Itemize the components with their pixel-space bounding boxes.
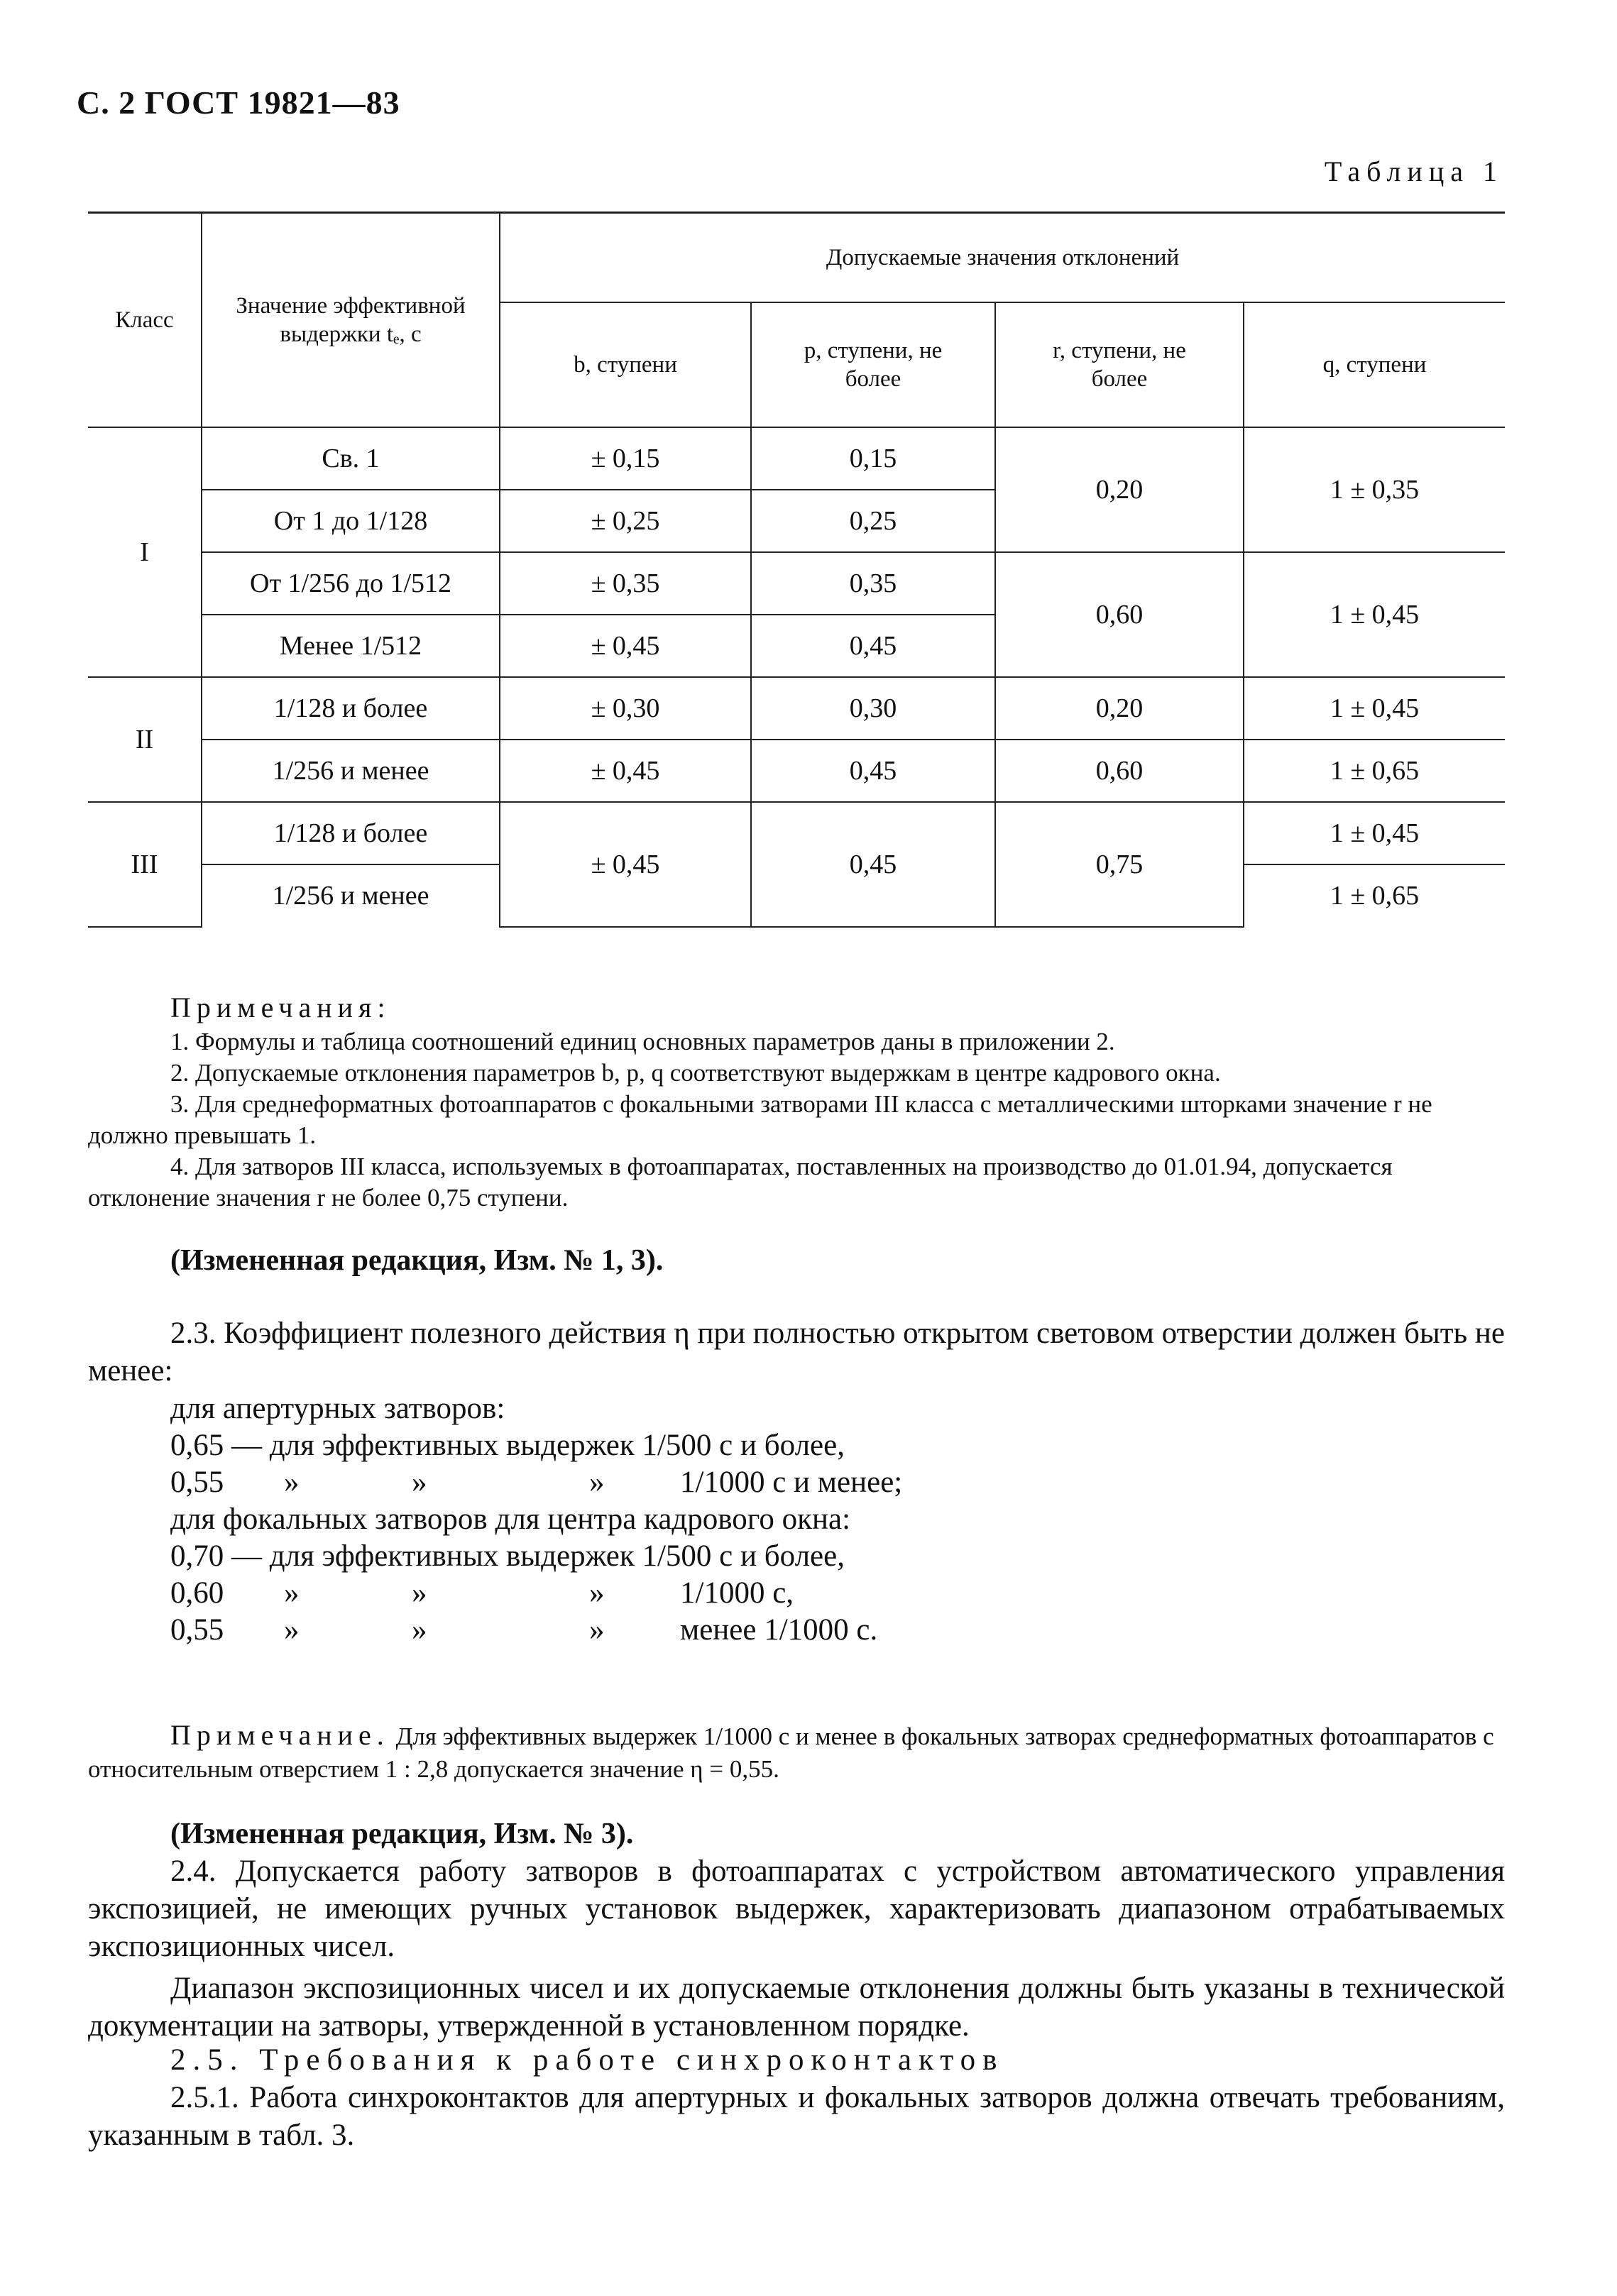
q-cell: 1 ± 0,35 (1244, 427, 1505, 552)
note-2: 2. Допускаемые отклонения параметров b, p, q соответствуют выдержкам в центре кадрового окна. (170, 1059, 1221, 1087)
col-header-b: b, ступени (500, 302, 751, 427)
aperture-row-2-text: 1/1000 с и менее; (680, 1466, 903, 1499)
note-eta-title: Примечание. (170, 1719, 390, 1751)
focal-title: для фокальных затворов для центра кадрового окна: (170, 1503, 851, 1536)
class-cell: II (88, 677, 202, 802)
col-header-q: q, ступени (1244, 302, 1505, 427)
p-cell: 0,45 (751, 802, 995, 927)
col-header-class: Класс (88, 213, 202, 427)
ditto-mark: » (284, 1613, 300, 1647)
r-cell: 0,20 (995, 427, 1244, 552)
table-row (88, 427, 1505, 490)
focal-row-2-text: 1/1000 с, (680, 1576, 794, 1610)
table-row (88, 552, 1505, 615)
col-header-p: p, ступени, не более (751, 302, 995, 427)
class-cell: III (88, 802, 202, 927)
section-2-5-title: 2.5. Требования к работе синхроконтактов (170, 2043, 1004, 2077)
p-cell: 0,45 (751, 615, 995, 677)
aperture-title: для апертурных затворов: (170, 1392, 505, 1425)
range-cell: 1/256 и менее (202, 740, 500, 802)
ditto-mark: » (589, 1613, 605, 1647)
range-cell: 1/128 и более (202, 677, 500, 740)
note-eta (88, 1719, 1505, 1786)
ditto-mark: » (412, 1576, 427, 1610)
b-cell: ± 0,45 (500, 615, 751, 677)
section-2-3-intro: 2.3. Коэффициент полезного действия η при полностью открытом световом отверстии должен быть не менее: (88, 1317, 1505, 1388)
col-header-r: r, ступени, не более (995, 302, 1244, 427)
col-header-group: Допускаемые значения отклонений (500, 213, 1505, 302)
p-cell: 0,45 (751, 740, 995, 802)
aperture-row-1: 0,65 — для эффективных выдержек 1/500 с и более, (170, 1429, 845, 1462)
table-caption: Таблица 1 (1324, 155, 1503, 187)
focal-row-3-text: менее 1/1000 с. (680, 1613, 878, 1647)
p-cell: 0,30 (751, 677, 995, 740)
section-2-4 (88, 1852, 1505, 2045)
section-2-5 (88, 2041, 1505, 2154)
ditto-mark: » (589, 1466, 605, 1499)
section-2-3 (88, 1314, 1505, 1390)
r-cell: 0,60 (995, 740, 1244, 802)
q-cell: 1 ± 0,65 (1244, 740, 1505, 802)
p-cell: 0,15 (751, 427, 995, 490)
section-2-4-p1: 2.4. Допускается работу затворов в фотоаппаратах с устройством автоматического управления экспозицией, не имеющих ручных установок выдержек, характеризовать диапазоном отрабатываемых экспозиционных чисел. (88, 1855, 1505, 1963)
col-header-exposure: Значение эффективной выдержки tₑ, с (202, 213, 500, 427)
table-row (88, 677, 1505, 740)
focal-row-1: 0,70 — для эффективных выдержек 1/500 с и более, (170, 1539, 845, 1573)
note-1: 1. Формулы и таблица соотношений единиц основных параметров даны в приложении 2. (170, 1028, 1115, 1055)
section-2-4-p2: Диапазон экспозиционных чисел и их допускаемые отклонения должны быть указаны в технической документации на затворы, утвержденной в установленном порядке. (88, 1972, 1505, 2043)
note-4: 4. Для затворов III класса, используемых в фотоаппаратах, поставленных на производство до 01.01.94, допускается отклонение значения r не более 0,75 ступени. (88, 1153, 1393, 1212)
range-cell: Менее 1/512 (202, 615, 500, 677)
table-row (88, 802, 1505, 864)
b-cell: ± 0,25 (500, 490, 751, 552)
ditto-mark: » (284, 1466, 300, 1499)
range-cell: Св. 1 (202, 427, 500, 490)
b-cell: ± 0,15 (500, 427, 751, 490)
page-header: С. 2 ГОСТ 19821—83 (77, 84, 400, 121)
q-cell: 1 ± 0,45 (1244, 802, 1505, 864)
amendment-2: (Измененная редакция, Изм. № 3). (170, 1818, 634, 1850)
r-cell: 0,75 (995, 802, 1244, 927)
class-cell: I (88, 427, 202, 677)
table-row (88, 740, 1505, 802)
ditto-mark: » (589, 1576, 605, 1610)
q-cell: 1 ± 0,65 (1244, 864, 1505, 927)
q-cell: 1 ± 0,45 (1244, 677, 1505, 740)
range-cell: 1/128 и более (202, 802, 500, 864)
table-notes (88, 992, 1505, 1214)
range-cell: От 1/256 до 1/512 (202, 552, 500, 615)
p-cell: 0,25 (751, 490, 995, 552)
section-2-5-1: 2.5.1. Работа синхроконтактов для апертурных и фокальных затворов должна отвечать требованиям, указанным в табл. 3. (88, 2081, 1505, 2152)
note-3: 3. Для среднеформатных фотоаппаратов с фокальными затворами III класса с металлическими шторками значение r не должно превышать 1. (88, 1090, 1432, 1149)
ditto-mark: » (412, 1613, 427, 1647)
b-cell: ± 0,35 (500, 552, 751, 615)
focal-row-3-value: 0,55 (170, 1613, 224, 1647)
amendment-1: (Измененная редакция, Изм. № 1, 3). (170, 1244, 664, 1277)
range-cell: 1/256 и менее (202, 864, 500, 927)
b-cell: ± 0,30 (500, 677, 751, 740)
note-eta-text: Для эффективных выдержек 1/1000 с и менее в фокальных затворах среднеформатных фотоаппаратов с относительным отверстием 1 : 2,8 допускается значение η = 0,55. (88, 1723, 1494, 1783)
notes-title: Примечания: (170, 992, 391, 1023)
focal-row-2-value: 0,60 (170, 1576, 224, 1610)
tolerance-table (88, 212, 1505, 928)
q-cell: 1 ± 0,45 (1244, 552, 1505, 677)
p-cell: 0,35 (751, 552, 995, 615)
r-cell: 0,60 (995, 552, 1244, 677)
b-cell: ± 0,45 (500, 740, 751, 802)
range-cell: От 1 до 1/128 (202, 490, 500, 552)
aperture-row-2-value: 0,55 (170, 1466, 224, 1499)
b-cell: ± 0,45 (500, 802, 751, 927)
ditto-mark: » (412, 1466, 427, 1499)
ditto-mark: » (284, 1576, 300, 1610)
r-cell: 0,20 (995, 677, 1244, 740)
